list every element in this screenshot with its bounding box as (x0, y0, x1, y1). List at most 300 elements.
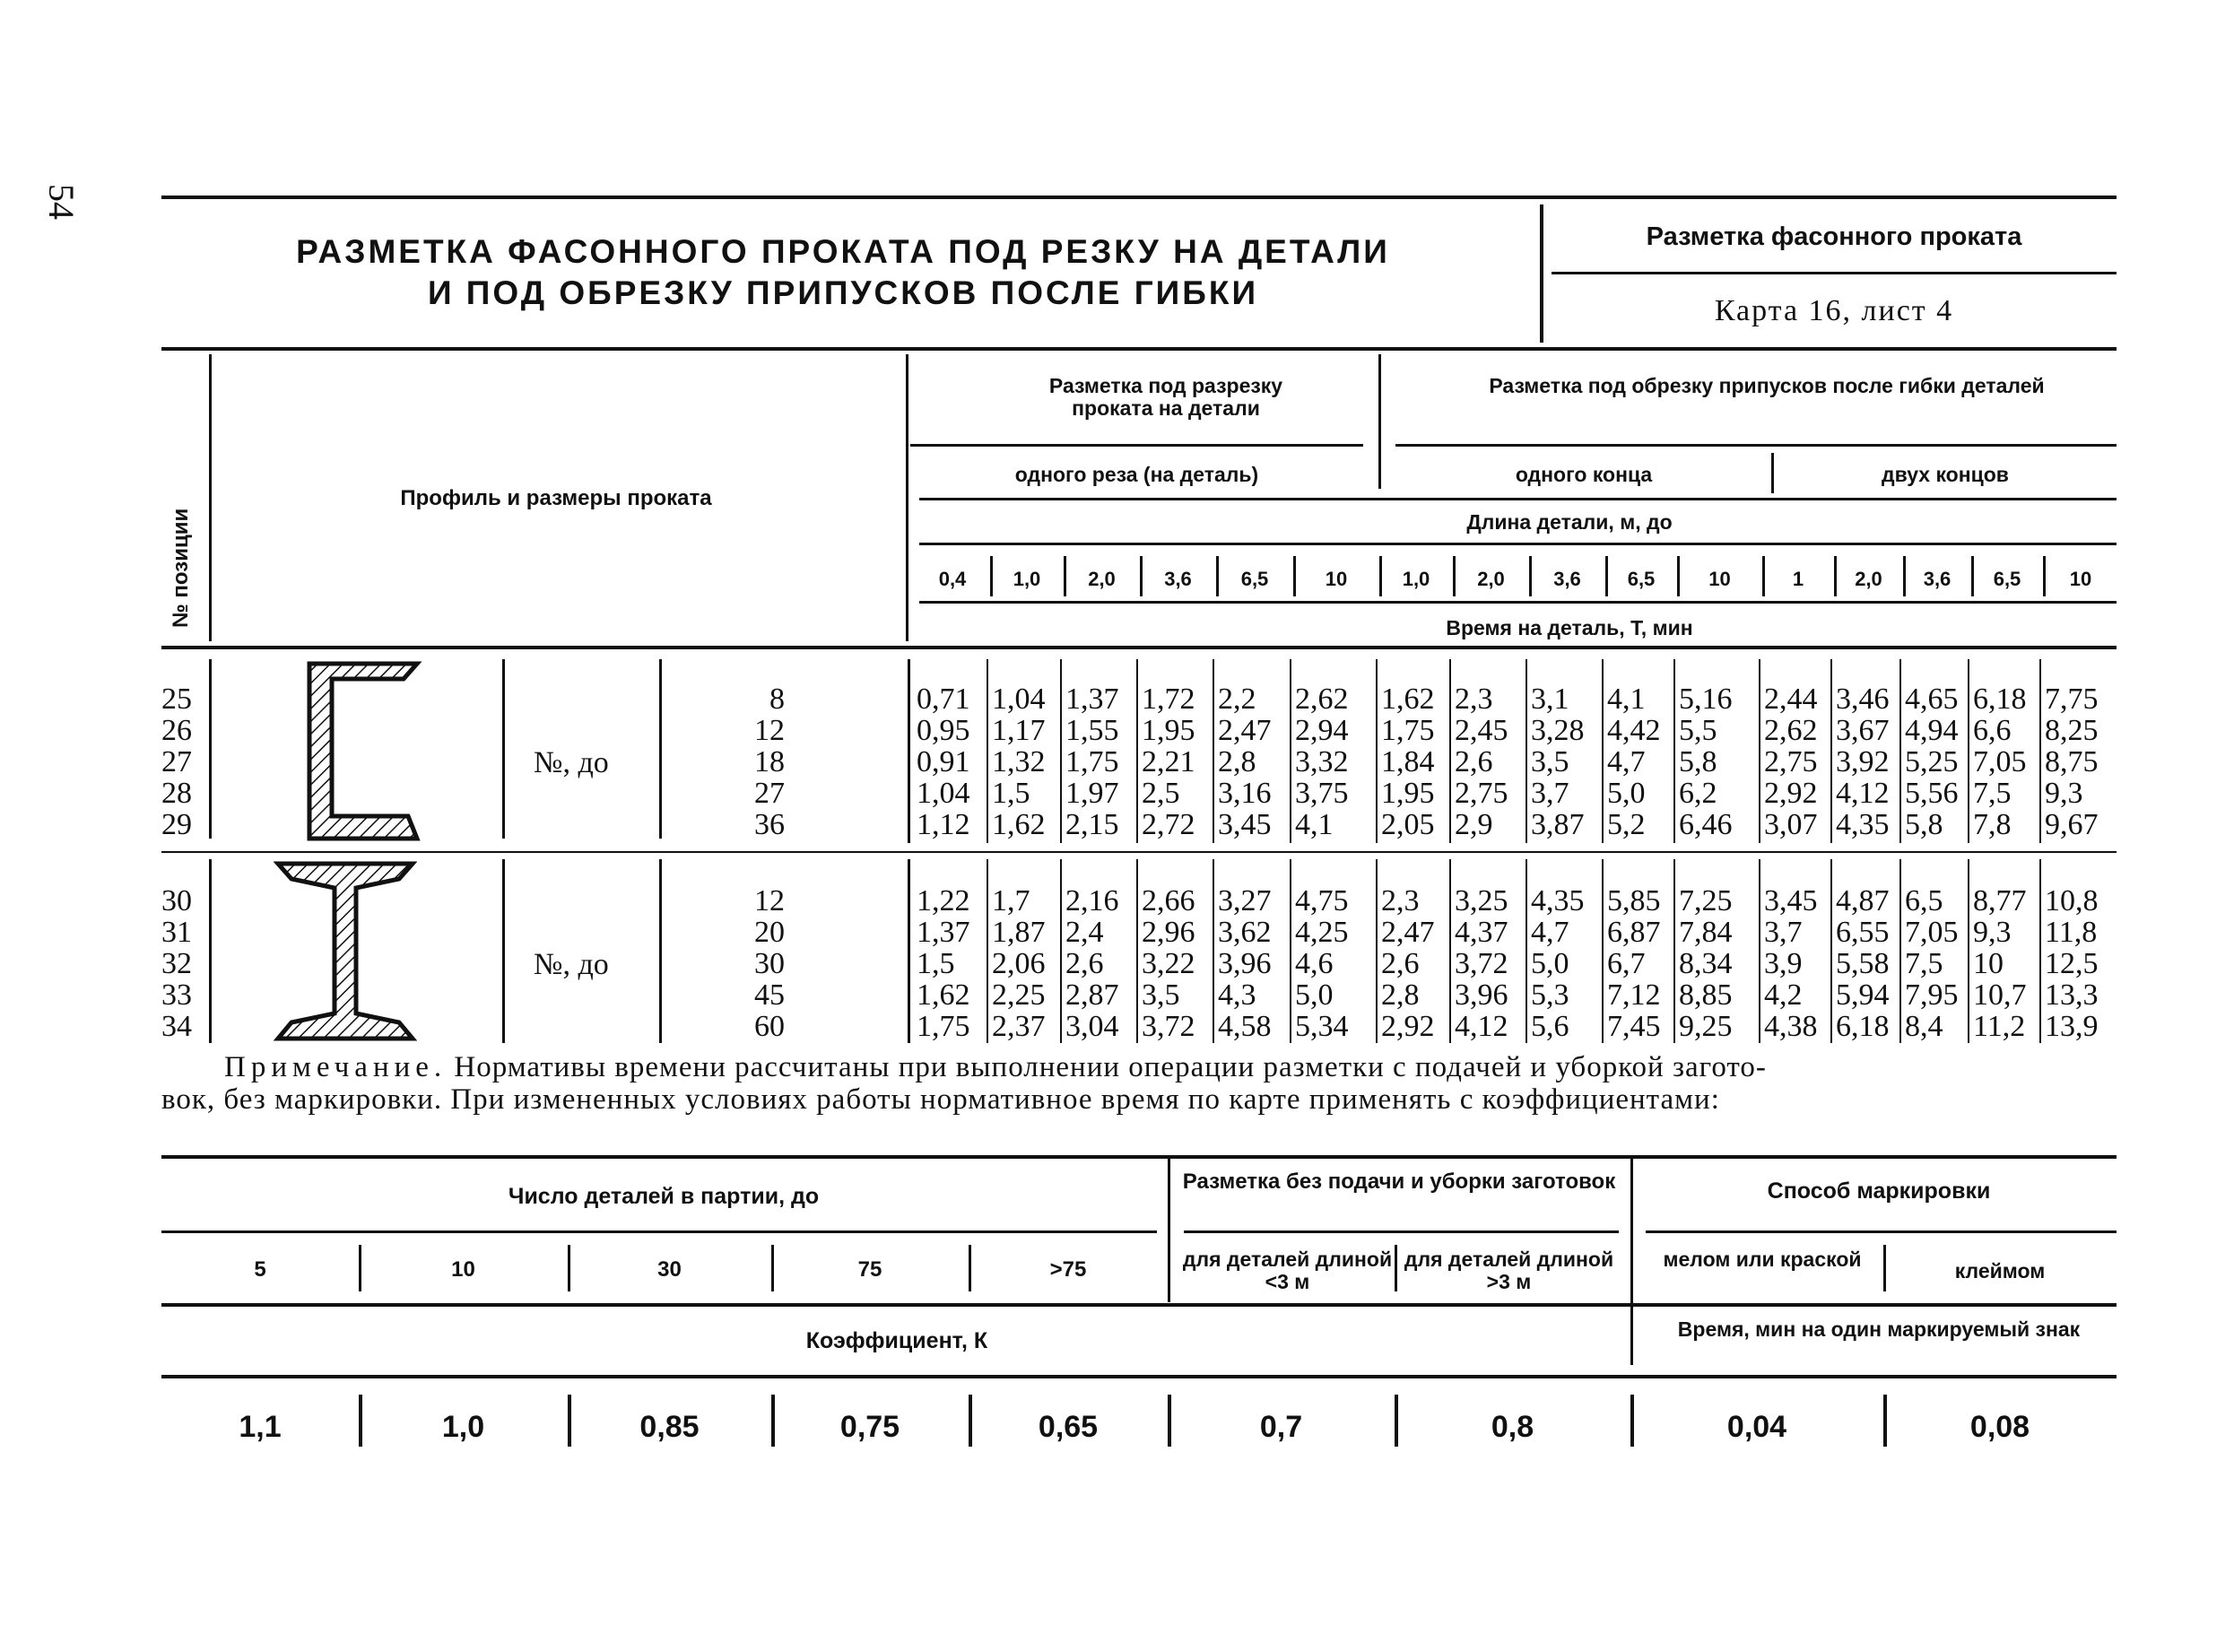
data-col-divider (2039, 659, 2041, 843)
length-cell-divider (1903, 556, 1906, 596)
coef-value: 1,1 (239, 1410, 282, 1444)
data-col-divider (1830, 659, 1832, 843)
data-cell: 2,5 (1142, 777, 1180, 810)
data-cell: 1,84 (1381, 745, 1435, 778)
data-cell: 5,85 (1607, 884, 1661, 917)
length-cell: 6,5 (1627, 568, 1656, 590)
position: 28 (161, 777, 192, 810)
data-cell: 4,94 (1905, 714, 1959, 747)
data-cell: 6,5 (1905, 884, 1943, 917)
length-cell: 2,0 (1477, 568, 1505, 590)
data-col-divider (1968, 859, 1969, 1043)
data-cell: 8,75 (2045, 745, 2099, 778)
length-rule-bottom (919, 543, 2117, 545)
length-cell-divider (1529, 556, 1532, 596)
trim-group-label: Разметка под обрезку припусков после гибки деталей (1489, 374, 2045, 397)
data-cell: 1,72 (1142, 683, 1195, 716)
length-cell: 1 (1792, 568, 1804, 590)
cut-group-label: Разметка под разрезку проката на детали (1048, 374, 1283, 420)
size-value: 45 (754, 978, 785, 1012)
channel-profile-icon (296, 659, 430, 843)
length-long-label: для деталей длиной >3 м (1404, 1248, 1614, 1293)
data-cell: 6,7 (1607, 947, 1646, 980)
data-column (1836, 885, 1890, 1042)
data-cell: 5,6 (1531, 1010, 1569, 1043)
data-cell: 12,5 (2045, 947, 2099, 980)
data-cell: 2,05 (1381, 808, 1435, 841)
data-cell: 11,2 (1973, 1010, 2026, 1043)
marking-label: Способ маркировки (1767, 1178, 1991, 1204)
data-cell: 5,0 (1607, 777, 1646, 810)
data-column (1679, 683, 1733, 840)
data-col-divider (1449, 859, 1451, 1043)
data-cell: 4,7 (1607, 745, 1646, 778)
data-cell: 1,22 (917, 884, 970, 917)
positions-group-2 (143, 885, 192, 1042)
data-column (992, 683, 1046, 840)
data-col-divider (1526, 859, 1527, 1043)
data-cell: 6,6 (1973, 714, 2012, 747)
data-column (1973, 683, 2027, 840)
data-column (1142, 885, 1195, 1042)
coef-value: 0,04 (1726, 1410, 1787, 1444)
data-column (1455, 683, 1508, 840)
data-col-divider (1968, 659, 1969, 843)
data-cell: 6,2 (1679, 777, 1717, 810)
data-cell: 1,7 (992, 884, 1030, 917)
data-col-divider (1060, 859, 1062, 1043)
batch-divider (359, 1245, 361, 1291)
profile-sub-divider-3 (502, 859, 505, 1043)
data-col-divider (1673, 859, 1675, 1043)
batch-size-cell: 5 (254, 1257, 266, 1282)
data-column (917, 683, 970, 840)
data-cell: 2,62 (1764, 714, 1818, 747)
data-column (1531, 683, 1585, 840)
data-cell: 3,22 (1142, 947, 1195, 980)
data-column (2045, 885, 2099, 1042)
length-cell-divider (1453, 556, 1456, 596)
table-header-bottom-rule (161, 646, 2117, 649)
profile-sub-divider-1 (502, 659, 505, 839)
mark-stamp-label: клеймом (1954, 1259, 2046, 1282)
data-cell: 1,75 (1065, 745, 1119, 778)
data-col-divider (1449, 659, 1451, 843)
coef-value: 0,08 (1969, 1410, 2030, 1444)
data-cell: 9,3 (2045, 777, 2083, 810)
length-cell: 10 (1325, 568, 1348, 590)
data-cell: 8,25 (2045, 714, 2099, 747)
data-cell: 5,0 (1295, 978, 1334, 1012)
data-cell: 3,75 (1295, 777, 1349, 810)
data-cell: 1,95 (1381, 777, 1435, 810)
data-col-divider (1899, 659, 1901, 843)
data-cell: 6,18 (1973, 683, 2027, 716)
data-cell: 5,34 (1295, 1010, 1349, 1043)
data-cell: 2,3 (1455, 683, 1493, 716)
data-cell: 3,5 (1531, 745, 1569, 778)
data-cell: 4,65 (1905, 683, 1959, 716)
data-cell: 2,96 (1142, 916, 1195, 949)
sub-divider (1395, 1245, 1397, 1291)
length-cell-divider (1064, 556, 1066, 596)
coef-value-divider (1883, 1395, 1887, 1447)
length-cell: 10 (2069, 568, 2092, 590)
data-cell: 8,4 (1905, 1010, 1943, 1043)
position: 27 (161, 745, 192, 778)
coef-value: 1,0 (441, 1410, 485, 1444)
length-cell: 6,5 (1993, 568, 2021, 590)
data-col-divider (1290, 859, 1291, 1043)
data-cell: 3,96 (1218, 947, 1272, 980)
sub-divider (1883, 1245, 1886, 1291)
coef-value-divider (568, 1395, 571, 1447)
data-cell: 9,25 (1679, 1010, 1733, 1043)
data-column (1295, 885, 1349, 1042)
data-cell: 6,87 (1607, 916, 1661, 949)
data-column (1455, 885, 1508, 1042)
batch-size-cell: >75 (1049, 1257, 1087, 1282)
one-cut-label: одного реза (на деталь) (1014, 463, 1259, 486)
data-cell: 7,5 (1905, 947, 1943, 980)
group-separator (161, 851, 2117, 853)
coef-value: 0,75 (839, 1410, 900, 1444)
cut-group-rule (910, 444, 1363, 447)
data-cell: 7,25 (1679, 884, 1733, 917)
data-cell: 2,6 (1065, 947, 1104, 980)
note-line-1 (161, 1051, 2134, 1083)
data-cell: 2,37 (992, 1010, 1046, 1043)
length-cell: 6,5 (1240, 568, 1269, 590)
data-cell: 10,8 (2045, 884, 2099, 917)
data-cell: 7,05 (1973, 745, 2027, 778)
data-cell: 3,1 (1531, 683, 1569, 716)
profile-col-divider (906, 354, 908, 641)
data-cell: 5,0 (1531, 947, 1569, 980)
data-cell: 4,3 (1218, 978, 1256, 1012)
no-feed-label: Разметка без подачи и уборки заготовок (1182, 1169, 1616, 1194)
length-cell: 10 (1708, 568, 1731, 590)
data-column (1218, 885, 1272, 1042)
data-cell: 3,28 (1531, 714, 1585, 747)
data-cell: 5,5 (1679, 714, 1717, 747)
data-cell: 5,8 (1905, 808, 1943, 841)
data-left-border (908, 659, 910, 843)
title-line-2: И ПОД ОБРЕЗКУ ПРИПУСКОВ ПОСЛЕ ГИБКИ (427, 274, 1259, 311)
data-cell: 2,94 (1295, 714, 1349, 747)
time-rule (919, 601, 2117, 604)
data-cell: 7,45 (1607, 1010, 1661, 1043)
data-cell: 7,75 (2045, 683, 2099, 716)
header-rule (161, 347, 2117, 351)
length-cell: 3,6 (1164, 568, 1192, 590)
length-cell-divider (1293, 556, 1296, 596)
batch-divider (568, 1245, 570, 1291)
data-cell: 4,37 (1455, 916, 1508, 949)
data-cell: 5,56 (1905, 777, 1959, 810)
length-cell-divider (1677, 556, 1680, 596)
pos-divider-g1 (209, 659, 212, 839)
data-cell: 3,27 (1218, 884, 1272, 917)
data-cell: 2,3 (1381, 884, 1420, 917)
data-col-divider (1376, 859, 1378, 1043)
one-end-label: одного конца (1515, 463, 1653, 486)
data-column (992, 885, 1046, 1042)
batch-size-cell: 30 (657, 1257, 682, 1282)
data-cell: 2,2 (1218, 683, 1256, 716)
data-cell: 1,17 (992, 714, 1046, 747)
coef-label: Коэффициент, К (805, 1328, 988, 1353)
data-cell: 2,6 (1381, 947, 1420, 980)
data-cell: 3,9 (1764, 947, 1803, 980)
size-value: 60 (754, 1010, 785, 1043)
length-cell-divider (1140, 556, 1143, 596)
data-cell: 1,04 (917, 777, 970, 810)
data-cell: 1,62 (1381, 683, 1435, 716)
data-column (1065, 683, 1119, 840)
coef-value-divider (1630, 1395, 1634, 1447)
data-column (1764, 885, 1818, 1042)
data-cell: 7,05 (1905, 916, 1959, 949)
batch-divider (771, 1245, 774, 1291)
data-cell: 1,37 (1065, 683, 1119, 716)
data-cell: 2,92 (1381, 1010, 1435, 1043)
coef-value: 0,7 (1259, 1410, 1303, 1444)
profile-sub-divider-4 (659, 859, 662, 1043)
profile-sub-divider-2 (659, 659, 662, 839)
data-cell: 3,16 (1218, 777, 1272, 810)
data-cell: 11,8 (2045, 916, 2098, 949)
time-mark-label: Время, мин на один маркируемый знак (1677, 1317, 2081, 1341)
position: 29 (161, 808, 192, 841)
data-cell: 0,95 (917, 714, 970, 747)
data-cell: 1,62 (917, 978, 970, 1012)
length-cell-divider (1216, 556, 1219, 596)
size-label-g1: №, до (534, 746, 609, 779)
data-col-divider (1759, 859, 1760, 1043)
data-column (1381, 885, 1435, 1042)
data-cell: 2,6 (1455, 745, 1493, 778)
data-column (1679, 885, 1733, 1042)
data-cell: 3,62 (1218, 916, 1272, 949)
data-cell: 4,12 (1836, 777, 1890, 810)
position: 26 (161, 714, 192, 747)
data-column (1607, 683, 1661, 840)
trim-group-rule (1395, 444, 2117, 447)
data-cell: 3,92 (1836, 745, 1890, 778)
card-category: Разметка фасонного проката (1646, 222, 2022, 251)
data-cell: 7,8 (1973, 808, 2012, 841)
data-cell: 4,38 (1764, 1010, 1818, 1043)
data-cell: 7,84 (1679, 916, 1733, 949)
two-ends-label: двух концов (1882, 463, 2009, 486)
data-col-divider (1213, 859, 1214, 1043)
data-cell: 3,72 (1142, 1010, 1195, 1043)
data-cell: 3,46 (1836, 683, 1890, 716)
data-col-divider (1602, 659, 1604, 843)
sizes-group-1 (713, 683, 785, 840)
data-cell: 5,8 (1679, 745, 1717, 778)
data-cell: 5,25 (1905, 745, 1959, 778)
data-col-divider (987, 659, 988, 843)
coef-value-divider (1395, 1395, 1398, 1447)
data-cell: 8,77 (1973, 884, 2027, 917)
sizes-group-2 (713, 885, 785, 1042)
data-col-divider (1526, 659, 1527, 843)
data-cell: 3,07 (1764, 808, 1818, 841)
length-rule-top (919, 498, 2117, 500)
position-label: № позиции (169, 508, 193, 628)
length-cell: 3,6 (1553, 568, 1581, 590)
data-cell: 2,75 (1455, 777, 1508, 810)
data-cell: 8,85 (1679, 978, 1733, 1012)
data-column (917, 885, 970, 1042)
length-label: Длина детали, м, до (1466, 510, 1673, 534)
data-cell: 4,12 (1455, 1010, 1508, 1043)
size-value: 12 (754, 884, 785, 917)
data-cell: 3,25 (1455, 884, 1508, 917)
card-divider (1540, 204, 1543, 343)
position: 31 (161, 916, 192, 949)
data-column (1218, 683, 1272, 840)
data-cell: 5,3 (1531, 978, 1569, 1012)
batch-size-cell: 75 (857, 1257, 882, 1282)
data-cell: 13,9 (2045, 1010, 2099, 1043)
data-column (1764, 683, 1818, 840)
data-cell: 9,67 (2045, 808, 2099, 841)
length-cell: 3,6 (1923, 568, 1951, 590)
batch-label: Число деталей в партии, до (508, 1184, 820, 1209)
data-column (2045, 683, 2099, 840)
data-column (1381, 683, 1435, 840)
coef-value-divider (1168, 1395, 1171, 1447)
data-cell: 2,4 (1065, 916, 1104, 949)
data-cell: 8,34 (1679, 947, 1733, 980)
size-label-g2: №, до (534, 948, 609, 981)
length-short-label: для деталей длиной <3 м (1182, 1248, 1393, 1293)
data-col-divider (2039, 859, 2041, 1043)
data-cell: 3,96 (1455, 978, 1508, 1012)
coef-value: 0,85 (639, 1410, 700, 1444)
length-cell: 2,0 (1088, 568, 1116, 590)
data-cell: 1,5 (992, 777, 1030, 810)
length-cell: 2,0 (1855, 568, 1882, 590)
position: 34 (161, 1010, 192, 1043)
note-label: Примечание. (224, 1051, 448, 1083)
data-cell: 2,8 (1218, 745, 1256, 778)
length-cell-divider (1971, 556, 1974, 596)
data-cell: 4,2 (1764, 978, 1803, 1012)
page-number: 54 (41, 184, 82, 220)
data-col-divider (1290, 659, 1291, 843)
size-value: 36 (754, 808, 785, 841)
data-cell: 2,44 (1764, 683, 1818, 716)
data-col-divider (1759, 659, 1760, 843)
data-cell: 10 (1973, 947, 2004, 980)
coef-div-a (1168, 1159, 1170, 1302)
data-column (1295, 683, 1349, 840)
data-cell: 3,45 (1764, 884, 1818, 917)
data-col-divider (1899, 859, 1901, 1043)
data-col-divider (987, 859, 988, 1043)
data-cell: 2,62 (1295, 683, 1349, 716)
length-cell-divider (1762, 556, 1765, 596)
length-cell: 1,0 (1013, 568, 1041, 590)
data-cell: 3,87 (1531, 808, 1585, 841)
position: 32 (161, 947, 192, 980)
data-cell: 2,92 (1764, 777, 1818, 810)
data-cell: 3,72 (1455, 947, 1508, 980)
data-cell: 1,5 (917, 947, 955, 980)
data-cell: 5,94 (1836, 978, 1890, 1012)
data-cell: 4,58 (1218, 1010, 1272, 1043)
size-value: 30 (754, 947, 785, 980)
length-cell-divider (2043, 556, 2046, 596)
data-cell: 2,9 (1455, 808, 1493, 841)
position: 33 (161, 978, 192, 1012)
size-value: 27 (754, 777, 785, 810)
data-column (1142, 683, 1195, 840)
data-cell: 2,72 (1142, 808, 1195, 841)
data-column (1836, 683, 1890, 840)
data-cell: 1,75 (1381, 714, 1435, 747)
data-column (1065, 885, 1119, 1042)
batch-size-cell: 10 (451, 1257, 475, 1282)
data-col-divider (1136, 659, 1138, 843)
data-cell: 4,25 (1295, 916, 1349, 949)
size-value: 18 (754, 745, 785, 778)
size-value: 8 (769, 683, 785, 716)
data-cell: 1,12 (917, 808, 970, 841)
group-divider (1378, 354, 1381, 489)
data-cell: 4,6 (1295, 947, 1334, 980)
coef-value-divider (771, 1395, 775, 1447)
data-cell: 1,32 (992, 745, 1046, 778)
data-cell: 1,95 (1142, 714, 1195, 747)
data-column (1905, 683, 1959, 840)
coef-values-rule (161, 1375, 2117, 1378)
batch-divider (969, 1245, 971, 1291)
data-cell: 4,87 (1836, 884, 1890, 917)
data-cell: 0,71 (917, 683, 970, 716)
data-cell: 1,75 (917, 1010, 970, 1043)
top-rule (161, 196, 2117, 199)
data-cell: 2,47 (1381, 916, 1435, 949)
length-cell-divider (1379, 556, 1382, 596)
data-cell: 5,2 (1607, 808, 1646, 841)
data-cell: 4,35 (1836, 808, 1890, 841)
card-rule (1552, 272, 2117, 274)
data-cell: 2,66 (1142, 884, 1195, 917)
size-value: 12 (754, 714, 785, 747)
data-cell: 4,75 (1295, 884, 1349, 917)
data-cell: 3,04 (1065, 1010, 1119, 1043)
length-cell-divider (990, 556, 993, 596)
data-col-divider (1213, 659, 1214, 843)
data-col-divider (1830, 859, 1832, 1043)
data-cell: 1,97 (1065, 777, 1119, 810)
data-cell: 1,62 (992, 808, 1046, 841)
data-cell: 2,45 (1455, 714, 1508, 747)
mark-chalk-label: мелом или краской (1663, 1248, 1862, 1271)
data-cell: 13,3 (2045, 978, 2099, 1012)
coef-sub-rule-2 (1184, 1230, 1619, 1233)
data-cell: 0,91 (917, 745, 970, 778)
data-cell: 1,87 (992, 916, 1046, 949)
coef-value: 0,65 (1038, 1410, 1099, 1444)
data-cell: 2,47 (1218, 714, 1272, 747)
data-cell: 3,67 (1836, 714, 1890, 747)
